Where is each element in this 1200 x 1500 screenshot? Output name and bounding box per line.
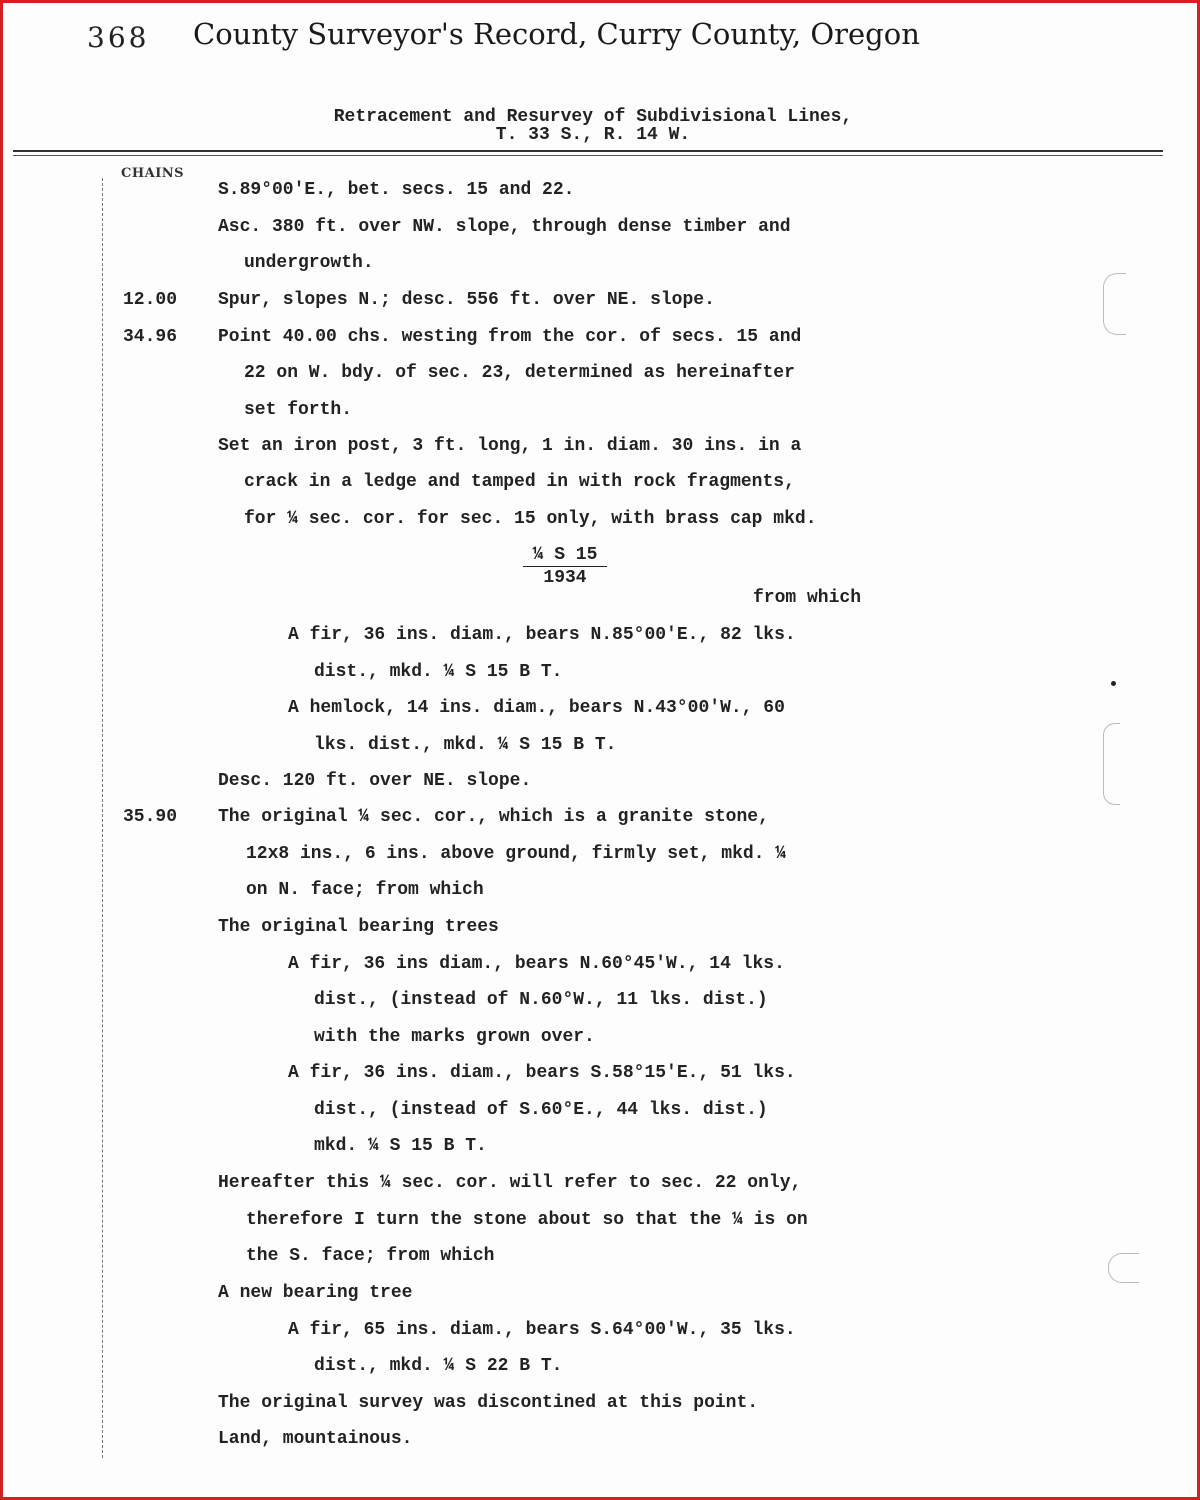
- record-line: A fir, 36 ins. diam., bears S.58°15'E., 51 lks.: [288, 1063, 796, 1083]
- record-line: Spur, slopes N.; desc. 556 ft. over NE. slope.: [218, 290, 715, 310]
- record-line: Point 40.00 chs. westing from the cor. of secs. 15 and: [218, 327, 802, 347]
- subtitle-line-2: T. 33 S., R. 14 W.: [495, 125, 691, 145]
- record-line: mkd. ¼ S 15 B T.: [314, 1136, 487, 1156]
- record-line: Asc. 380 ft. over NW. slope, through dense timber and: [218, 217, 791, 237]
- record-line: the S. face; from which: [246, 1246, 495, 1266]
- record-line: Desc. 120 ft. over NE. slope.: [218, 771, 532, 791]
- record-line: crack in a ledge and tamped in with rock fragments,: [244, 472, 795, 492]
- record-line: Land, mountainous.: [218, 1429, 413, 1449]
- binder-hole-mark: [1108, 1253, 1139, 1283]
- record-line: dist., mkd. ¼ S 22 B T.: [314, 1356, 563, 1376]
- record-line: A hemlock, 14 ins. diam., bears N.43°00'W., 60: [288, 698, 785, 718]
- record-line: Hereafter this ¼ sec. cor. will refer to sec. 22 only,: [218, 1173, 802, 1193]
- record-line: for ¼ sec. cor. for sec. 15 only, with brass cap mkd.: [244, 509, 817, 529]
- chains-value: 35.90: [123, 807, 178, 827]
- speck: [1111, 681, 1116, 686]
- record-line: A new bearing tree: [218, 1283, 413, 1303]
- subtitle-line-1: Retracement and Resurvey of Subdivisional Lines,: [333, 107, 853, 127]
- cap-marking-denominator: 1934: [543, 568, 587, 588]
- brass-cap-marking: [523, 544, 607, 589]
- record-line: The original ¼ sec. cor., which is a granite stone,: [218, 807, 769, 827]
- record-line: The original survey was discontined at this point.: [218, 1393, 759, 1413]
- cap-marking-numerator: ¼ S 15: [523, 544, 607, 567]
- record-line: S.89°00'E., bet. secs. 15 and 22.: [218, 180, 575, 200]
- record-line: A fir, 36 ins. diam., bears N.85°00'E., 82 lks.: [288, 625, 796, 645]
- record-line: with the marks grown over.: [314, 1027, 595, 1047]
- header-rule: [13, 150, 1163, 152]
- page-number: 368: [87, 21, 150, 54]
- record-line: 22 on W. bdy. of sec. 23, determined as hereinafter: [244, 363, 795, 383]
- chains-value: 34.96: [123, 327, 178, 347]
- document-page: [3, 3, 1197, 1497]
- margin-line: [102, 178, 103, 1458]
- record-line: therefore I turn the stone about so that the ¼ is on: [246, 1210, 808, 1230]
- record-line: A fir, 65 ins. diam., bears S.64°00'W., 35 lks.: [288, 1320, 796, 1340]
- record-line: 12x8 ins., 6 ins. above ground, firmly set, mkd. ¼: [246, 844, 787, 864]
- record-line: lks. dist., mkd. ¼ S 15 B T.: [314, 735, 617, 755]
- page-title: County Surveyor's Record, Curry County, Oregon: [193, 17, 920, 51]
- record-line: Set an iron post, 3 ft. long, 1 in. diam. 30 ins. in a: [218, 436, 802, 456]
- record-line: on N. face; from which: [246, 880, 484, 900]
- record-line: dist., (instead of N.60°W., 11 lks. dist.): [314, 990, 768, 1010]
- record-line: set forth.: [244, 400, 353, 420]
- record-line: dist., mkd. ¼ S 15 B T.: [314, 662, 563, 682]
- binder-hole-mark: [1103, 723, 1120, 805]
- record-line: A fir, 36 ins diam., bears N.60°45'W., 14 lks.: [288, 954, 785, 974]
- chains-column-label: CHAINS: [121, 166, 185, 181]
- binder-hole-mark: [1103, 273, 1126, 335]
- chains-value: 12.00: [123, 290, 178, 310]
- record-line: undergrowth.: [244, 253, 374, 273]
- record-line: The original bearing trees: [218, 917, 499, 937]
- header-rule-thin: [13, 155, 1163, 156]
- record-line: from which: [753, 588, 862, 608]
- record-line: dist., (instead of S.60°E., 44 lks. dist.): [314, 1100, 768, 1120]
